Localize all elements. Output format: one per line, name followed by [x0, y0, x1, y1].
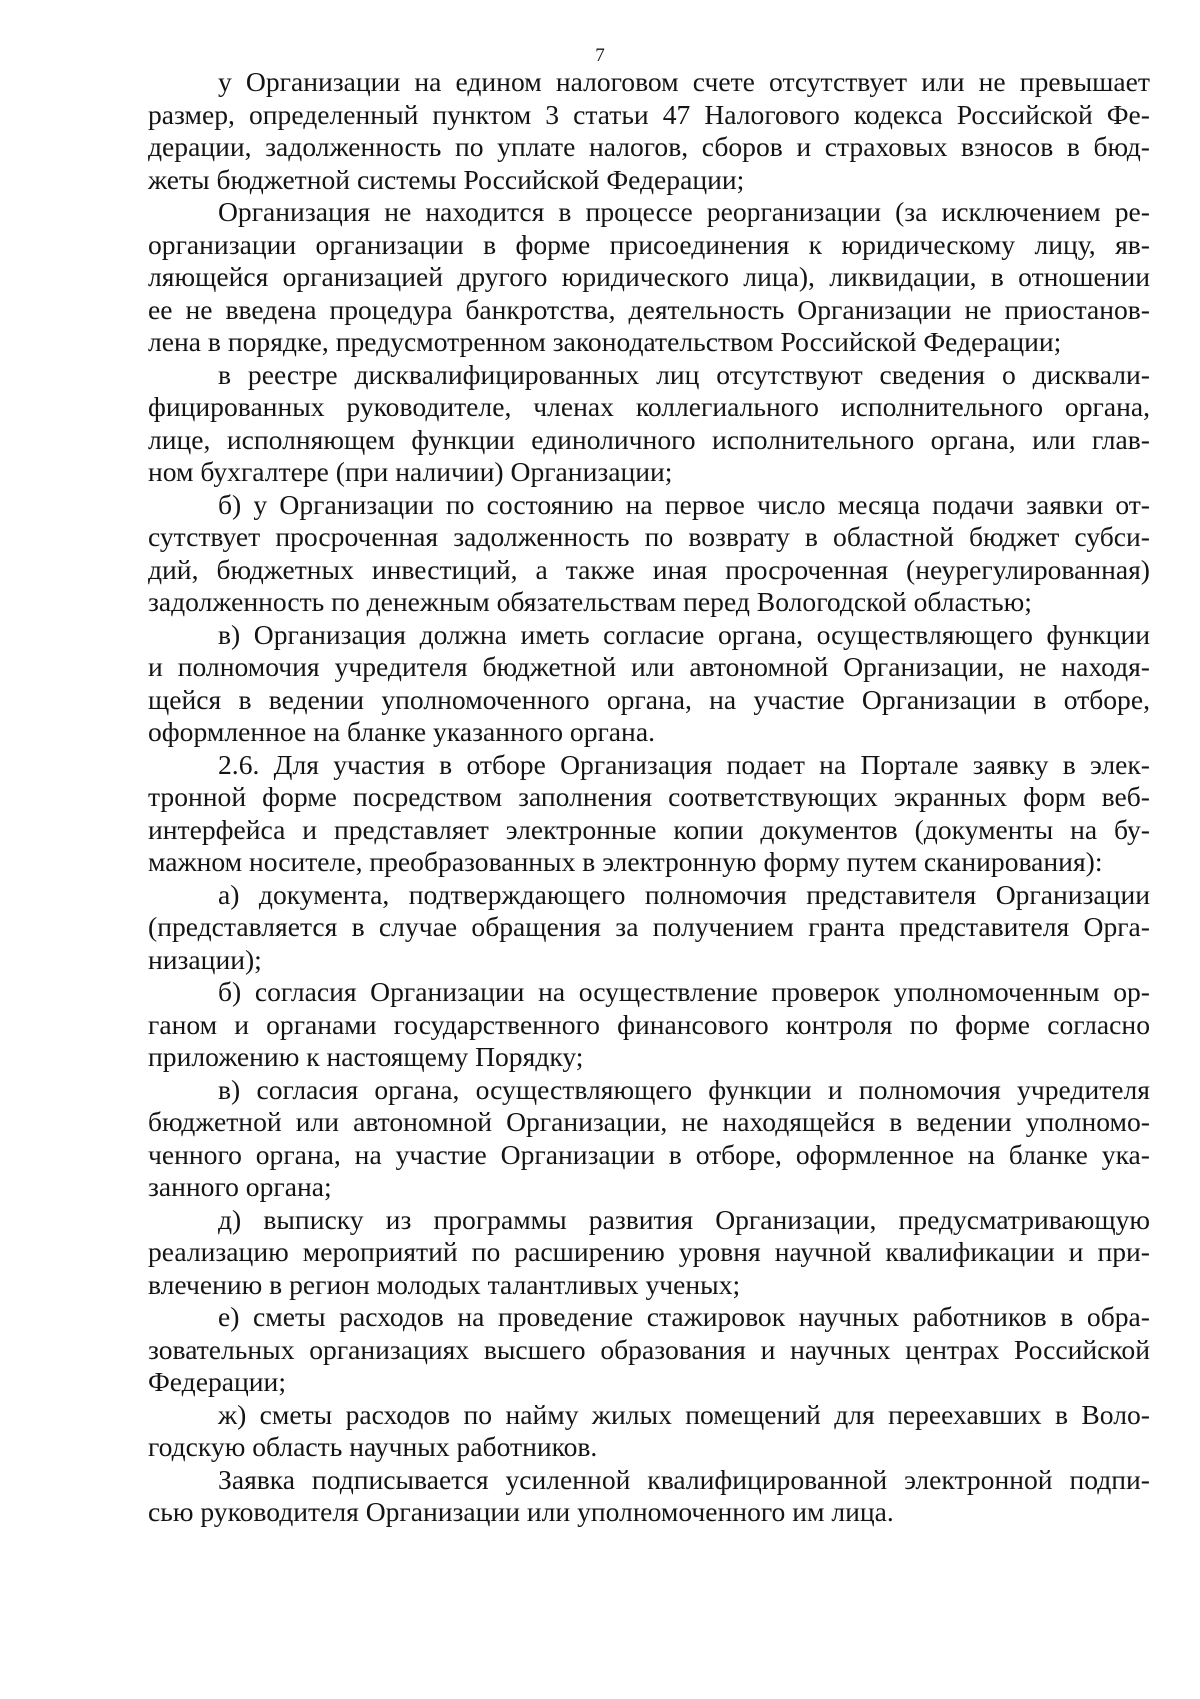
paragraph-line: лице, исполняющем функции единоличного исполнительного органа, или глав-: [148, 423, 1150, 455]
paragraph-line: интерфейса и представляет электронные копии документов (документы на бу-: [148, 813, 1150, 845]
paragraph-line: реализацию мероприятий по расширению уровня научной квалификации и при-: [148, 1236, 1150, 1267]
paragraph: [148, 976, 1150, 1074]
paragraph-line: в реестре дисквалифицированных лиц отсутствуют сведения о дисквали-: [218, 358, 1150, 390]
paragraph-line: зовательных организациях высшего образования и научных центрах Российской: [148, 1333, 1150, 1365]
paragraph-line: ченного органа, на участие Организации в отборе, оформленное на бланке ука-: [148, 1138, 1150, 1170]
paragraph-line: дерации, задолженность по уплате налогов, сборов и страховых взносов в бюд-: [148, 131, 1150, 162]
paragraph-line: сутствует просроченная задолженность по возврату в областной бюджет субси-: [148, 521, 1150, 552]
page-number: 7: [595, 45, 605, 66]
paragraph-line: лена в порядке, предусмотренном законодательством Российской Федерации;: [148, 326, 1062, 357]
paragraph-line: е) сметы расходов на проведение стажировок научных работников в обра-: [218, 1301, 1150, 1332]
paragraph-line: у Организации на едином налоговом счете отсутствует или не превышает: [218, 66, 1150, 97]
paragraph-line: влечению в регион молодых талантливых ученых;: [148, 1268, 741, 1300]
paragraph: [148, 619, 1150, 749]
paragraph: [148, 749, 1150, 879]
paragraph-line: бюджетной или автономной Организации, не находящейся в ведении уполномо-: [148, 1106, 1150, 1137]
paragraph-line: б) у Организации по состоянию на первое число месяца подачи заявки от-: [218, 488, 1150, 520]
paragraph-line: организации организации в форме присоединения к юридическому лицу, яв-: [148, 228, 1150, 260]
paragraph: [148, 1399, 1150, 1464]
paragraph-line: низации);: [148, 943, 262, 975]
paragraph-line: в) Организация должна иметь согласие органа, осуществляющего функции: [218, 618, 1150, 650]
paragraph-line: сью руководителя Организации или уполномоченного им лица.: [148, 1496, 894, 1527]
paragraph: [148, 359, 1150, 489]
paragraph-line: приложению к настоящему Порядку;: [148, 1041, 584, 1072]
paragraph-line: а) документа, подтверждающего полномочия представителя Организации: [218, 878, 1150, 910]
paragraph-line: и полномочия учредителя бюджетной или автономной Организации, не находя-: [148, 651, 1150, 682]
paragraph-line: Заявка подписывается усиленной квалифицированной электронной подпи-: [218, 1463, 1150, 1495]
paragraph-line: щейся в ведении уполномоченного органа, на участие Организации в отборе,: [148, 683, 1150, 715]
paragraph-line: ляющейся организацией другого юридического лица), ликвидации, в отношении: [148, 261, 1150, 292]
paragraph: [148, 196, 1150, 359]
paragraph-line: ее не введена процедура банкротства, деятельность Организации не приостанов-: [148, 293, 1150, 325]
paragraph: [148, 1074, 1150, 1204]
paragraph-line: Федерации;: [148, 1366, 286, 1397]
paragraph: [148, 1464, 1150, 1529]
paragraph-line: годскую область научных работников.: [148, 1431, 598, 1462]
paragraph-line: занного органа;: [148, 1171, 332, 1202]
paragraph-line: тронной форме посредством заполнения соответствующих экранных форм веб-: [148, 781, 1150, 812]
paragraph: [148, 1301, 1150, 1399]
paragraph: [148, 1204, 1150, 1302]
paragraph-line: дий, бюджетных инвестиций, а также иная просроченная (неурегулированная): [148, 553, 1150, 585]
paragraph-line: ганом и органами государственного финансового контроля по форме согласно: [148, 1008, 1150, 1040]
paragraph-line: задолженность по денежным обязательствам перед Вологодской областью;: [148, 586, 1032, 617]
paragraph-line: д) выписку из программы развития Организации, предусматривающую: [218, 1203, 1150, 1235]
paragraph-line: фицированных руководителе, членах коллегиального исполнительного органа,: [148, 391, 1150, 422]
paragraph-line: размер, определенный пунктом 3 статьи 47 Налогового кодекса Российской Фе-: [148, 98, 1150, 130]
paragraph-line: ж) сметы расходов по найму жилых помещений для переехавших в Воло-: [218, 1398, 1150, 1430]
paragraph-line: жеты бюджетной системы Российской Федерации;: [148, 163, 745, 195]
paragraph-line: оформленное на бланке указанного органа.: [148, 716, 655, 747]
paragraph: [148, 66, 1150, 196]
document-body: [148, 66, 1150, 1529]
paragraph-line: в) согласия органа, осуществляющего функции и полномочия учредителя: [218, 1073, 1150, 1105]
paragraph-line: Организация не находится в процессе реорганизации (за исключением ре-: [218, 196, 1150, 227]
paragraph: [148, 489, 1150, 619]
paragraph-line: б) согласия Организации на осуществление проверок уполномоченным ор-: [218, 976, 1150, 1007]
paragraph-line: (представляется в случае обращения за получением гранта представителя Орга-: [148, 911, 1150, 942]
paragraph: [148, 879, 1150, 977]
paragraph-line: мажном носителе, преобразованных в электронную форму путем сканирования):: [148, 846, 1103, 877]
paragraph-line: 2.6. Для участия в отборе Организация подает на Портале заявку в элек-: [218, 748, 1150, 780]
paragraph-line: ном бухгалтере (при наличии) Организации;: [148, 456, 673, 487]
